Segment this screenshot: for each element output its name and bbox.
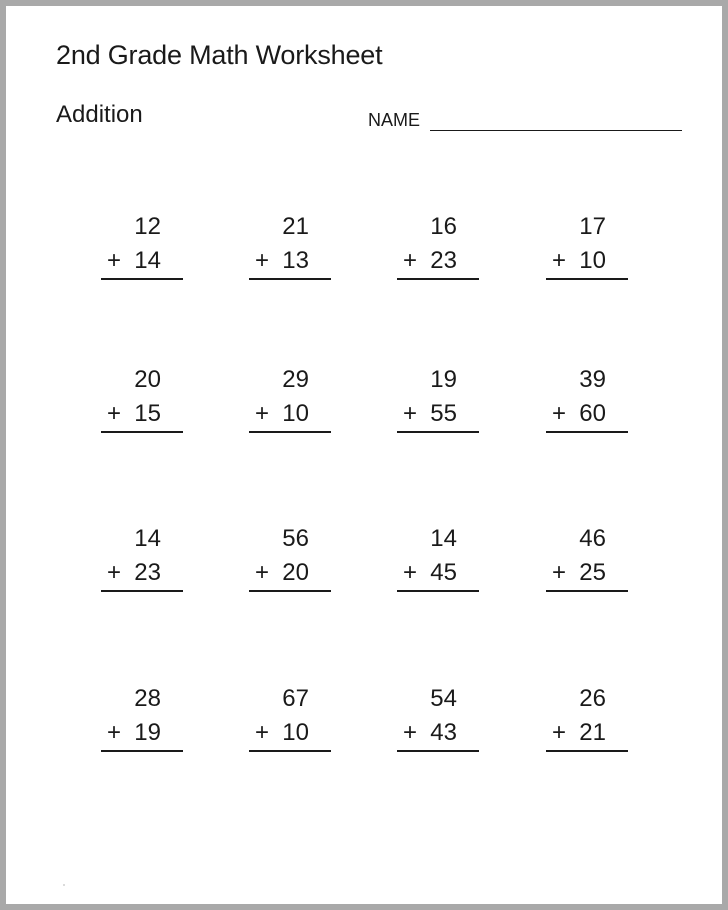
top-addend: 54 (430, 685, 457, 712)
top-addend: 26 (579, 685, 606, 712)
top-addend: 29 (282, 366, 309, 393)
plus-sign: + (552, 559, 567, 586)
name-field[interactable] (368, 110, 682, 138)
addition-problem (249, 366, 331, 434)
answer-line[interactable] (397, 431, 479, 433)
name-line[interactable] (430, 130, 682, 131)
top-addend: 21 (282, 213, 309, 240)
plus-sign: + (403, 719, 418, 746)
answer-line[interactable] (397, 590, 479, 592)
bottom-addend: 25 (579, 559, 606, 586)
addition-problem (546, 525, 628, 593)
top-addend: 17 (579, 213, 606, 240)
addition-problem (397, 213, 479, 281)
plus-sign: + (107, 247, 122, 274)
plus-sign: + (255, 559, 270, 586)
addition-problem (546, 366, 628, 434)
worksheet-title: 2nd Grade Math Worksheet (56, 40, 383, 70)
addition-problem (101, 213, 183, 281)
answer-line[interactable] (546, 431, 628, 433)
bottom-addend: 10 (579, 247, 606, 274)
answer-line[interactable] (101, 590, 183, 592)
answer-line[interactable] (397, 750, 479, 752)
plus-sign: + (403, 400, 418, 427)
worksheet-subtitle: Addition (56, 101, 143, 128)
scan-speck (63, 884, 65, 886)
top-addend: 20 (134, 366, 161, 393)
bottom-addend: 43 (430, 719, 457, 746)
bottom-addend: 20 (282, 559, 309, 586)
bottom-addend: 21 (579, 719, 606, 746)
answer-line[interactable] (546, 590, 628, 592)
answer-line[interactable] (101, 431, 183, 433)
top-addend: 67 (282, 685, 309, 712)
top-addend: 14 (430, 525, 457, 552)
plus-sign: + (255, 400, 270, 427)
top-addend: 46 (579, 525, 606, 552)
plus-sign: + (107, 400, 122, 427)
plus-sign: + (255, 719, 270, 746)
plus-sign: + (552, 247, 567, 274)
plus-sign: + (552, 400, 567, 427)
addition-problem (249, 525, 331, 593)
bottom-addend: 60 (579, 400, 606, 427)
top-addend: 19 (430, 366, 457, 393)
top-addend: 39 (579, 366, 606, 393)
answer-line[interactable] (546, 278, 628, 280)
bottom-addend: 23 (134, 559, 161, 586)
bottom-addend: 14 (134, 247, 161, 274)
addition-problem (546, 213, 628, 281)
plus-sign: + (107, 559, 122, 586)
bottom-addend: 10 (282, 400, 309, 427)
bottom-addend: 23 (430, 247, 457, 274)
plus-sign: + (107, 719, 122, 746)
addition-problem (101, 366, 183, 434)
addition-problem (101, 685, 183, 753)
answer-line[interactable] (101, 750, 183, 752)
answer-line[interactable] (546, 750, 628, 752)
bottom-addend: 15 (134, 400, 161, 427)
addition-problem (397, 685, 479, 753)
addition-problem (397, 366, 479, 434)
bottom-addend: 45 (430, 559, 457, 586)
answer-line[interactable] (249, 278, 331, 280)
top-addend: 16 (430, 213, 457, 240)
plus-sign: + (403, 559, 418, 586)
addition-problem (397, 525, 479, 593)
bottom-addend: 55 (430, 400, 457, 427)
answer-line[interactable] (249, 750, 331, 752)
addition-problem (249, 213, 331, 281)
addition-problem (249, 685, 331, 753)
bottom-addend: 19 (134, 719, 161, 746)
plus-sign: + (403, 247, 418, 274)
plus-sign: + (552, 719, 567, 746)
plus-sign: + (255, 247, 270, 274)
addition-problem (546, 685, 628, 753)
top-addend: 28 (134, 685, 161, 712)
answer-line[interactable] (249, 431, 331, 433)
answer-line[interactable] (397, 278, 479, 280)
top-addend: 12 (134, 213, 161, 240)
addition-problem (101, 525, 183, 593)
bottom-addend: 10 (282, 719, 309, 746)
name-label: NAME (368, 110, 421, 130)
answer-line[interactable] (101, 278, 183, 280)
top-addend: 14 (134, 525, 161, 552)
bottom-addend: 13 (282, 247, 309, 274)
answer-line[interactable] (249, 590, 331, 592)
top-addend: 56 (282, 525, 309, 552)
